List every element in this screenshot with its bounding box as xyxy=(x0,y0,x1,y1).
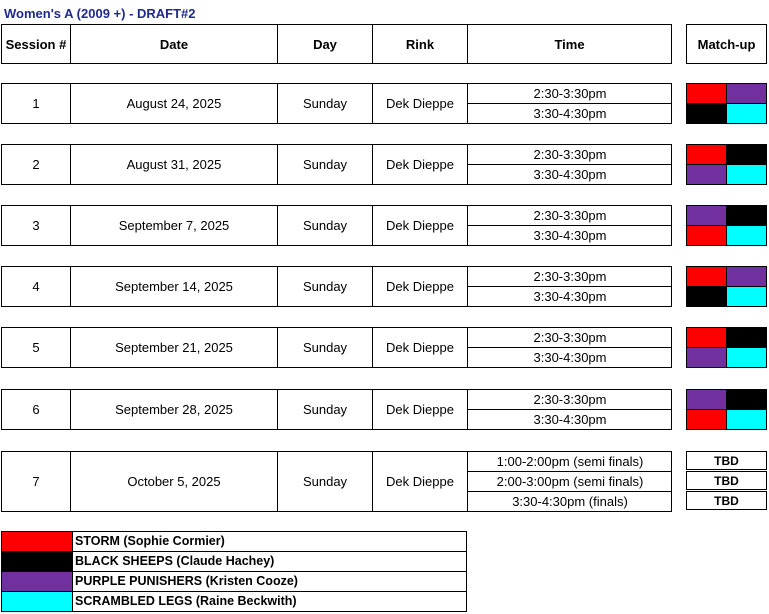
time-slot: 3:30-4:30pm xyxy=(533,412,607,427)
matchup-tbd: TBD xyxy=(686,471,767,490)
session-number: 7 xyxy=(32,474,40,489)
legend-item xyxy=(1,571,467,592)
session-rink: Dek Dieppe xyxy=(386,96,454,111)
session-rink: Dek Dieppe xyxy=(386,474,454,489)
session-date: September 28, 2025 xyxy=(115,402,233,417)
time-slot: 1:00-2:00pm (semi finals) xyxy=(496,454,644,469)
matchup-swatch-scrambled-legs xyxy=(726,347,767,368)
session-day: Sunday xyxy=(302,96,348,111)
session-number: 3 xyxy=(32,218,40,233)
matchup-swatch-black-sheeps xyxy=(726,144,767,165)
matchup-swatch-scrambled-legs xyxy=(726,409,767,430)
matchup-swatch-storm xyxy=(686,409,727,430)
matchup-swatch-purple-punishers xyxy=(686,205,727,226)
session-date: August 24, 2025 xyxy=(126,96,222,111)
header-time: Time xyxy=(467,24,672,64)
session-rink: Dek Dieppe xyxy=(386,402,454,417)
legend-swatch-purple-punishers xyxy=(2,572,73,591)
session-day: Sunday xyxy=(302,157,348,172)
legend-swatch-black-sheeps xyxy=(2,552,73,571)
page-title: Women's A (2009 +) - DRAFT#2 xyxy=(4,6,196,21)
session-date: September 21, 2025 xyxy=(115,340,233,355)
time-slot: 2:00-3:00pm (semi finals) xyxy=(496,474,644,489)
session-day: Sunday xyxy=(302,402,348,417)
time-slot: 2:30-3:30pm xyxy=(533,208,607,223)
session-date: August 31, 2025 xyxy=(126,157,222,172)
time-slot: 3:30-4:30pm xyxy=(533,228,607,243)
session-number: 5 xyxy=(32,340,40,355)
session-rink: Dek Dieppe xyxy=(386,340,454,355)
legend-label: BLACK SHEEPS (Claude Hachey) xyxy=(75,554,275,568)
header-date: Date xyxy=(70,24,278,64)
header-matchup: Match-up xyxy=(686,24,767,64)
matchup-swatch-purple-punishers xyxy=(726,266,767,287)
matchup-swatch-scrambled-legs xyxy=(726,103,767,124)
matchup-swatch-scrambled-legs xyxy=(726,225,767,246)
matchup-swatch-purple-punishers xyxy=(686,389,727,410)
legend-item xyxy=(1,591,467,612)
matchup-swatch-scrambled-legs xyxy=(726,164,767,185)
session-day: Sunday xyxy=(302,474,348,489)
time-slot: 2:30-3:30pm xyxy=(533,330,607,345)
time-slot: 2:30-3:30pm xyxy=(533,147,607,162)
matchup-swatch-storm xyxy=(686,83,727,104)
matchup-swatch-black-sheeps xyxy=(686,286,727,307)
time-slot: 2:30-3:30pm xyxy=(533,392,607,407)
header-rink: Rink xyxy=(372,24,468,64)
matchup-tbd: TBD xyxy=(686,451,767,470)
matchup-swatch-scrambled-legs xyxy=(726,286,767,307)
time-slot: 3:30-4:30pm xyxy=(533,350,607,365)
legend-swatch-storm xyxy=(2,532,73,551)
session-day: Sunday xyxy=(302,340,348,355)
session-date: October 5, 2025 xyxy=(127,474,221,489)
matchup-swatch-purple-punishers xyxy=(686,347,727,368)
header-day: Day xyxy=(277,24,373,64)
legend-label: PURPLE PUNISHERS (Kristen Cooze) xyxy=(75,574,298,588)
legend-swatch-scrambled-legs xyxy=(2,592,73,611)
time-slot: 2:30-3:30pm xyxy=(533,269,607,284)
legend-item xyxy=(1,551,467,572)
time-slot: 3:30-4:30pm xyxy=(533,106,607,121)
session-rink: Dek Dieppe xyxy=(386,218,454,233)
matchup-swatch-purple-punishers xyxy=(686,164,727,185)
session-date: September 14, 2025 xyxy=(115,279,233,294)
matchup-swatch-storm xyxy=(686,327,727,348)
session-rink: Dek Dieppe xyxy=(386,157,454,172)
header-session: Session # xyxy=(1,24,71,64)
matchup-swatch-black-sheeps xyxy=(726,389,767,410)
matchup-swatch-purple-punishers xyxy=(726,83,767,104)
session-rink: Dek Dieppe xyxy=(386,279,454,294)
time-slot: 3:30-4:30pm xyxy=(533,289,607,304)
matchup-swatch-storm xyxy=(686,144,727,165)
session-number: 1 xyxy=(32,96,40,111)
matchup-swatch-storm xyxy=(686,225,727,246)
legend-label: SCRAMBLED LEGS (Raine Beckwith) xyxy=(75,594,297,608)
session-date: September 7, 2025 xyxy=(118,218,230,233)
matchup-swatch-black-sheeps xyxy=(726,205,767,226)
session-number: 2 xyxy=(32,157,40,172)
time-slot: 3:30-4:30pm (finals) xyxy=(512,494,628,509)
session-day: Sunday xyxy=(302,218,348,233)
session-number: 4 xyxy=(32,279,40,294)
matchup-swatch-black-sheeps xyxy=(686,103,727,124)
session-number: 6 xyxy=(32,402,40,417)
time-slot: 3:30-4:30pm xyxy=(533,167,607,182)
time-slot: 2:30-3:30pm xyxy=(533,86,607,101)
legend-item xyxy=(1,531,467,552)
matchup-swatch-black-sheeps xyxy=(726,327,767,348)
matchup-swatch-storm xyxy=(686,266,727,287)
legend-label: STORM (Sophie Cormier) xyxy=(75,534,225,548)
session-day: Sunday xyxy=(302,279,348,294)
matchup-tbd: TBD xyxy=(686,491,767,510)
